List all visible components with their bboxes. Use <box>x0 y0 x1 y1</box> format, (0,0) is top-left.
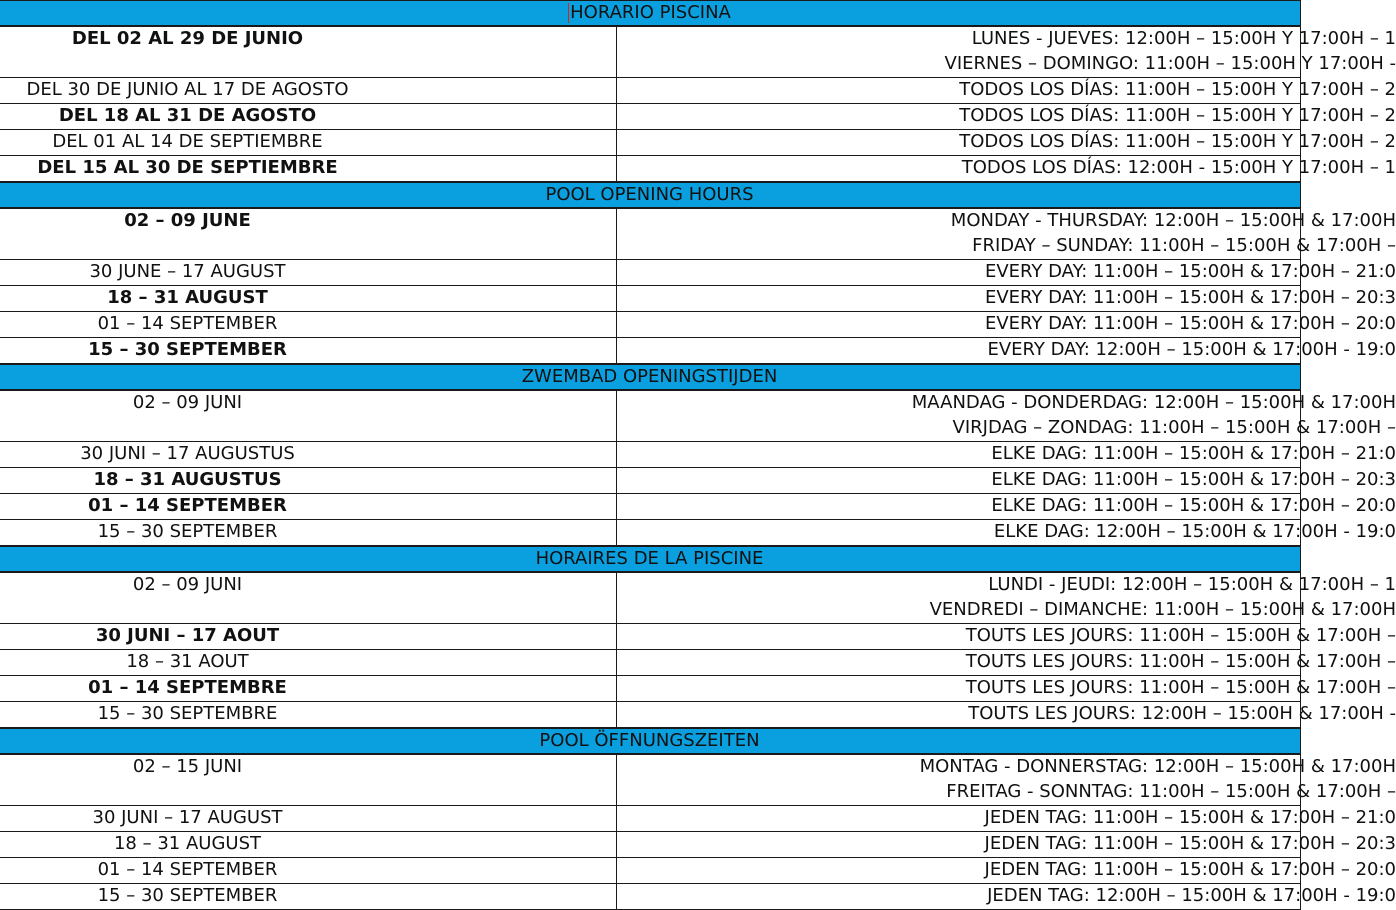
hours-line <box>617 442 1300 467</box>
hours-text: TOUTS LES JOURS: 11:00H – 15:00H & 17:00H – <box>966 650 1396 674</box>
hours-text: MONDAY - THURSDAY: 12:00H – 15:00H & 17:00H <box>951 209 1396 233</box>
hours-line <box>617 624 1300 649</box>
hours-line <box>617 104 1300 129</box>
table-row <box>0 468 1301 494</box>
section-header-row <box>0 182 1301 208</box>
hours-line <box>617 468 1300 493</box>
date-range-cell[interactable] <box>0 104 617 130</box>
date-range-cell[interactable] <box>0 338 617 365</box>
opening-hours-cell[interactable] <box>617 650 1301 676</box>
table-row <box>0 78 1301 104</box>
table-row <box>0 390 1301 442</box>
date-range-cell[interactable] <box>0 156 617 183</box>
hours-text: LUNES - JUEVES: 12:00H – 15:00H Y 17:00H – 1 <box>972 27 1396 51</box>
opening-hours-cell[interactable] <box>617 130 1301 156</box>
date-range-cell[interactable] <box>0 312 617 338</box>
table-row <box>0 26 1301 78</box>
date-range-cell[interactable] <box>0 520 617 547</box>
table-row <box>0 702 1301 729</box>
opening-hours-cell[interactable] <box>617 676 1301 702</box>
hours-text: EVERY DAY: 11:00H – 15:00H & 17:00H – 20:0 <box>985 312 1396 336</box>
hours-text: TOUTS LES JOURS: 12:00H – 15:00H & 17:00H - <box>968 702 1396 726</box>
opening-hours-cell[interactable] <box>617 754 1301 806</box>
hours-text: EVERY DAY: 12:00H – 15:00H & 17:00H - 19:0 <box>988 338 1396 362</box>
table-row <box>0 624 1301 650</box>
date-range-text: 18 – 31 AUGUST <box>107 287 268 308</box>
hours-text: FREITAG - SONNTAG: 11:00H – 15:00H & 17:00H – <box>946 780 1396 804</box>
hours-line <box>617 234 1300 259</box>
hours-text: JEDEN TAG: 12:00H – 15:00H & 17:00H - 19:0 <box>987 884 1396 908</box>
hours-text: ELKE DAG: 12:00H – 15:00H & 17:00H - 19:0 <box>994 520 1396 544</box>
date-range-text: 01 – 14 SEPTEMBER <box>88 495 287 516</box>
hours-line <box>617 598 1300 623</box>
opening-hours-cell[interactable] <box>617 884 1301 910</box>
table-row <box>0 858 1301 884</box>
table-row <box>0 208 1301 260</box>
hours-text: JEDEN TAG: 11:00H – 15:00H & 17:00H – 21:0 <box>985 806 1396 830</box>
table-row <box>0 832 1301 858</box>
hours-text: ELKE DAG: 11:00H – 15:00H & 17:00H – 20:0 <box>991 494 1396 518</box>
date-range-cell[interactable] <box>0 572 617 624</box>
hours-line <box>617 391 1300 416</box>
hours-line <box>617 702 1300 727</box>
table-row <box>0 676 1301 702</box>
date-range-cell[interactable] <box>0 858 617 884</box>
date-range-text: DEL 01 AL 14 DE SEPTIEMBRE <box>52 131 322 152</box>
date-range-cell[interactable] <box>0 208 617 260</box>
hours-text: TOUTS LES JOURS: 11:00H – 15:00H & 17:00H – <box>966 624 1396 648</box>
date-range-cell[interactable] <box>0 390 617 442</box>
date-range-text: 01 – 14 SEPTEMBER <box>98 859 278 880</box>
opening-hours-cell[interactable] <box>617 572 1301 624</box>
hours-text: TOUTS LES JOURS: 11:00H – 15:00H & 17:00H – <box>966 676 1396 700</box>
opening-hours-cell[interactable] <box>617 104 1301 130</box>
date-range-text: DEL 02 AL 29 DE JUNIO <box>72 28 303 49</box>
date-range-text: 15 – 30 SEPTEMBER <box>88 339 287 360</box>
date-range-cell[interactable] <box>0 832 617 858</box>
table-row <box>0 650 1301 676</box>
table-row <box>0 130 1301 156</box>
date-range-cell[interactable] <box>0 442 617 468</box>
opening-hours-cell[interactable] <box>617 208 1301 260</box>
date-range-text: 02 – 09 JUNI <box>133 574 242 595</box>
date-range-cell[interactable] <box>0 702 617 729</box>
date-range-text: 02 – 09 JUNE <box>124 210 251 231</box>
table-row <box>0 520 1301 547</box>
date-range-text: 30 JUNI – 17 AUGUST <box>93 807 283 828</box>
opening-hours-cell[interactable] <box>617 494 1301 520</box>
date-range-cell[interactable] <box>0 78 617 104</box>
hours-text: MONTAG - DONNERSTAG: 12:00H – 15:00H & 17:00H <box>920 755 1396 779</box>
hours-line <box>617 806 1300 831</box>
section-title-cell[interactable] <box>0 1 1301 27</box>
section-title-cell[interactable] <box>0 546 1301 572</box>
table-row <box>0 156 1301 183</box>
hours-text: TODOS LOS DÍAS: 11:00H – 15:00H Y 17:00H – 2 <box>959 130 1396 154</box>
opening-hours-cell[interactable] <box>617 806 1301 832</box>
opening-hours-cell[interactable] <box>617 442 1301 468</box>
section-header-row <box>0 364 1301 390</box>
date-range-cell[interactable] <box>0 130 617 156</box>
opening-hours-cell[interactable] <box>617 338 1301 365</box>
opening-hours-cell[interactable] <box>617 468 1301 494</box>
opening-hours-cell[interactable] <box>617 702 1301 729</box>
text-cursor <box>568 3 569 23</box>
section-header-row <box>0 1 1301 27</box>
date-range-cell[interactable] <box>0 26 617 78</box>
date-range-cell[interactable] <box>0 494 617 520</box>
hours-text: JEDEN TAG: 11:00H – 15:00H & 17:00H – 20:0 <box>985 858 1396 882</box>
hours-line <box>617 260 1300 285</box>
opening-hours-cell[interactable] <box>617 26 1301 78</box>
hours-line <box>617 780 1300 805</box>
hours-text: TODOS LOS DÍAS: 12:00H - 15:00H Y 17:00H – 1 <box>962 156 1396 180</box>
date-range-cell[interactable] <box>0 806 617 832</box>
date-range-text: 01 – 14 SEPTEMBRE <box>88 677 287 698</box>
date-range-text: 18 – 31 AUGUSTUS <box>93 469 281 490</box>
hours-text: EVERY DAY: 11:00H – 15:00H & 17:00H – 21:0 <box>985 260 1396 284</box>
hours-text: VENDREDI – DIMANCHE: 11:00H – 15:00H & 17:00H <box>930 598 1396 622</box>
hours-text: VIRJDAG – ZONDAG: 11:00H – 15:00H & 17:00H – <box>953 416 1396 440</box>
hours-line <box>617 78 1300 103</box>
hours-line <box>617 209 1300 234</box>
hours-line <box>617 573 1300 598</box>
hours-line <box>617 52 1300 77</box>
hours-text: FRIDAY – SUNDAY: 11:00H – 15:00H & 17:00H – <box>972 234 1396 258</box>
opening-hours-cell[interactable] <box>617 520 1301 547</box>
section-header-row <box>0 546 1301 572</box>
date-range-cell[interactable] <box>0 260 617 286</box>
section-title-cell[interactable] <box>0 728 1301 754</box>
section-header-row <box>0 728 1301 754</box>
hours-text: LUNDI - JEUDI: 12:00H – 15:00H & 17:00H – 1 <box>988 573 1396 597</box>
section-title: POOL OPENING HOURS <box>545 184 753 205</box>
hours-line <box>617 755 1300 780</box>
date-range-cell[interactable] <box>0 754 617 806</box>
date-range-text: DEL 15 AL 30 DE SEPTIEMBRE <box>37 157 337 178</box>
table-row <box>0 286 1301 312</box>
hours-line <box>617 130 1300 155</box>
date-range-text: 30 JUNI – 17 AOUT <box>96 625 279 646</box>
hours-text: TODOS LOS DÍAS: 11:00H – 15:00H Y 17:00H – 2 <box>959 78 1396 102</box>
table-row <box>0 754 1301 806</box>
date-range-text: 30 JUNE – 17 AUGUST <box>89 261 285 282</box>
table-row <box>0 884 1301 910</box>
hours-text: TODOS LOS DÍAS: 11:00H – 15:00H Y 17:00H – 2 <box>959 104 1396 128</box>
table-row <box>0 442 1301 468</box>
section-title-cell[interactable] <box>0 364 1301 390</box>
opening-hours-cell[interactable] <box>617 260 1301 286</box>
opening-hours-cell[interactable] <box>617 624 1301 650</box>
table-row <box>0 572 1301 624</box>
hours-text: ELKE DAG: 11:00H – 15:00H & 17:00H – 21:0 <box>991 442 1396 466</box>
date-range-text: 30 JUNI – 17 AUGUSTUS <box>80 443 295 464</box>
section-title: ZWEMBAD OPENINGSTIJDEN <box>522 366 778 387</box>
hours-line <box>617 416 1300 441</box>
opening-hours-cell[interactable] <box>617 156 1301 183</box>
table-body <box>0 1 1301 910</box>
date-range-text: DEL 18 AL 31 DE AGOSTO <box>59 105 316 126</box>
hours-line <box>617 884 1300 909</box>
date-range-cell[interactable] <box>0 286 617 312</box>
hours-text: ELKE DAG: 11:00H – 15:00H & 17:00H – 20:3 <box>991 468 1396 492</box>
opening-hours-cell[interactable] <box>617 286 1301 312</box>
date-range-cell[interactable] <box>0 468 617 494</box>
hours-line <box>617 520 1300 545</box>
section-title-cell[interactable] <box>0 182 1301 208</box>
table-row <box>0 312 1301 338</box>
date-range-text: 18 – 31 AOUT <box>126 651 248 672</box>
hours-line <box>617 338 1300 363</box>
date-range-text: 15 – 30 SEPTEMBER <box>98 885 278 906</box>
date-range-cell[interactable] <box>0 884 617 910</box>
date-range-text: 15 – 30 SEPTEMBRE <box>98 703 278 724</box>
hours-line <box>617 156 1300 181</box>
date-range-text: DEL 30 DE JUNIO AL 17 DE AGOSTO <box>26 79 348 100</box>
opening-hours-cell[interactable] <box>617 78 1301 104</box>
table-row <box>0 260 1301 286</box>
opening-hours-cell[interactable] <box>617 390 1301 442</box>
hours-line <box>617 286 1300 311</box>
hours-line <box>617 676 1300 701</box>
date-range-cell[interactable] <box>0 650 617 676</box>
section-title: HORAIRES DE LA PISCINE <box>536 548 764 569</box>
hours-text: EVERY DAY: 11:00H – 15:00H & 17:00H – 20:3 <box>985 286 1396 310</box>
date-range-text: 15 – 30 SEPTEMBER <box>98 521 278 542</box>
opening-hours-cell[interactable] <box>617 858 1301 884</box>
opening-hours-cell[interactable] <box>617 312 1301 338</box>
table-row <box>0 806 1301 832</box>
date-range-cell[interactable] <box>0 624 617 650</box>
date-range-text: 02 – 15 JUNI <box>133 756 242 777</box>
table-row <box>0 494 1301 520</box>
date-range-text: 01 – 14 SEPTEMBER <box>98 313 278 334</box>
hours-line <box>617 27 1300 52</box>
section-title: HORARIO PISCINA <box>570 2 731 23</box>
date-range-cell[interactable] <box>0 676 617 702</box>
table-row <box>0 104 1301 130</box>
hours-line <box>617 858 1300 883</box>
hours-text: JEDEN TAG: 11:00H – 15:00H & 17:00H – 20:3 <box>985 832 1396 856</box>
table-row <box>0 338 1301 365</box>
hours-text: MAANDAG - DONDERDAG: 12:00H – 15:00H & 17:00H <box>912 391 1396 415</box>
hours-line <box>617 832 1300 857</box>
section-title: POOL ÖFFNUNGSZEITEN <box>539 730 759 751</box>
hours-line <box>617 312 1300 337</box>
hours-line <box>617 650 1300 675</box>
opening-hours-cell[interactable] <box>617 832 1301 858</box>
date-range-text: 02 – 09 JUNI <box>133 392 242 413</box>
hours-line <box>617 494 1300 519</box>
date-range-text: 18 – 31 AUGUST <box>114 833 261 854</box>
hours-text: VIERNES – DOMINGO: 11:00H – 15:00H Y 17:00H - <box>945 52 1396 76</box>
